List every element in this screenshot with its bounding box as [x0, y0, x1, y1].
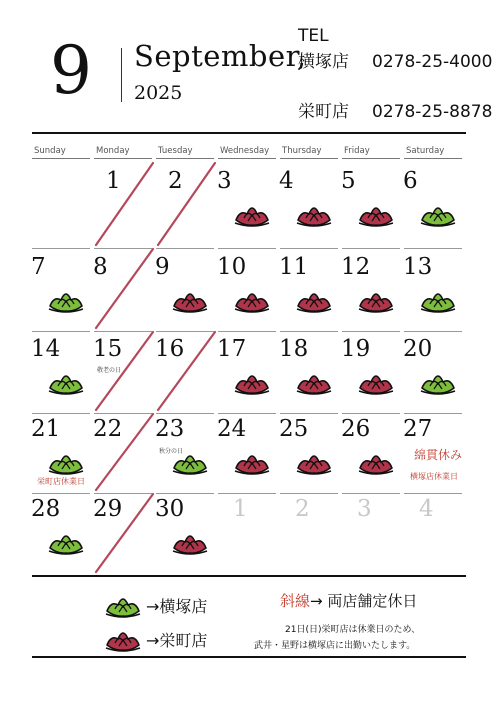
yokozuka-closed-note: 横塚店休業日	[410, 472, 458, 481]
year: 2025	[134, 82, 183, 104]
shop-tel-sakaemachi: 0278-25-8878	[372, 102, 493, 122]
day-number: 23	[155, 416, 185, 442]
shop-tel-yokozuka: 0278-25-4000	[372, 52, 493, 72]
tel-label: TEL	[298, 26, 329, 46]
weekday-thursday: Thursday	[282, 146, 322, 156]
day-number: 30	[155, 496, 185, 522]
hatch-line-22	[96, 414, 153, 490]
legend-yokozuka-label: →横塚店	[146, 597, 208, 616]
notice-line-1: 21日(日)栄町店は休業日のため、	[285, 625, 421, 635]
day-number: 27	[403, 416, 433, 442]
day-number: 14	[31, 336, 61, 362]
month-number: 9	[50, 32, 92, 109]
weekday-saturday: Saturday	[406, 146, 445, 156]
day-number: 22	[93, 416, 123, 442]
day-number: 26	[341, 416, 371, 442]
red-lotus-icon	[103, 623, 143, 653]
holiday-note-shubun: 秋分の日	[159, 448, 184, 455]
green-lotus-icon	[103, 589, 143, 619]
hatch-word: 斜線	[280, 592, 311, 610]
bottom-rule	[32, 656, 466, 658]
hatch-line-1	[96, 163, 153, 245]
day-number: 11	[279, 254, 309, 280]
day-number: 4	[279, 168, 294, 194]
day-number: 10	[217, 254, 247, 280]
day-number: 5	[341, 168, 356, 194]
day-number: 16	[155, 336, 185, 362]
weekday-sunday: Sunday	[34, 146, 66, 156]
day-number: 13	[403, 254, 433, 280]
day-number: 1	[106, 168, 121, 194]
day-number: 6	[403, 168, 418, 194]
day-number: 18	[279, 336, 309, 362]
day-number: 12	[341, 254, 371, 280]
shop-name-sakaemachi: 栄町店	[298, 102, 349, 122]
day-number: 20	[403, 336, 433, 362]
weekday-wednesday: Wednesday	[220, 146, 270, 156]
day-number-next-month: 1	[233, 496, 248, 522]
day-number-next-month: 2	[295, 496, 310, 522]
hatch-line-16	[158, 332, 215, 410]
day-number: 28	[31, 496, 61, 522]
hatch-line-2	[158, 163, 215, 245]
hatch-line-8	[96, 249, 153, 328]
weekday-tuesday: Tuesday	[158, 146, 193, 156]
sakaemachi-closed-note: 栄町店休業日	[37, 477, 85, 486]
day-number: 2	[168, 168, 183, 194]
legend-top-rule	[32, 575, 466, 577]
shop-name-yokozuka: 横塚店	[298, 52, 349, 72]
day-number-next-month: 4	[419, 496, 434, 522]
day-number: 9	[155, 254, 170, 280]
hatch-line-29	[96, 494, 153, 572]
month-name: September,	[134, 39, 307, 73]
day-number: 15	[93, 336, 123, 362]
day-number: 19	[341, 336, 371, 362]
day-number: 25	[279, 416, 309, 442]
day-number: 17	[217, 336, 247, 362]
weekday-monday: Monday	[96, 146, 130, 156]
day-number-next-month: 3	[357, 496, 372, 522]
hatch-line-15	[96, 332, 153, 410]
day-number: 24	[217, 416, 247, 442]
weekday-friday: Friday	[344, 146, 370, 156]
hatch-rest: → 両店舗定休日	[310, 592, 418, 610]
watanuki-off-note: 綿貫休み	[414, 448, 463, 462]
hatch-legend	[280, 594, 417, 609]
day-number: 29	[93, 496, 123, 522]
day-number: 7	[31, 254, 46, 280]
day-number: 8	[93, 254, 108, 280]
day-number: 3	[217, 168, 232, 194]
notice-line-2: 武井・星野は横塚店に出勤いたします。	[254, 641, 416, 651]
holiday-note-keiro: 敬老の日	[97, 367, 122, 374]
legend-sakaemachi-label: →栄町店	[146, 631, 208, 650]
day-number: 21	[31, 416, 61, 442]
